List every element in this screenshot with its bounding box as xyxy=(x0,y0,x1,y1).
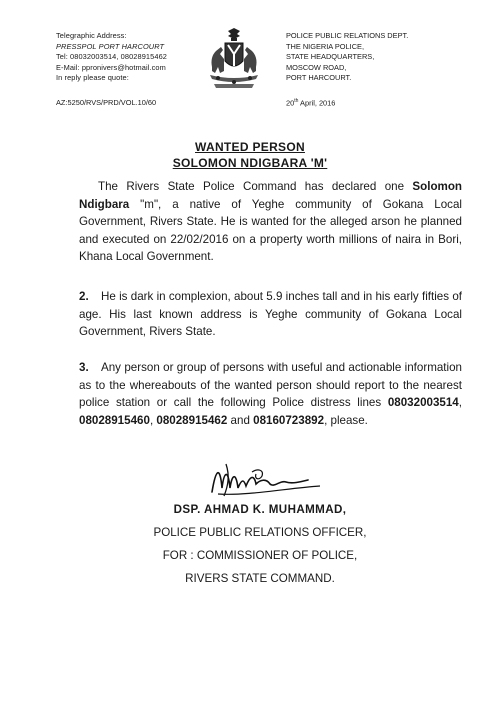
paragraph-1-body: "m", a native of Yeghe community of Gokana Local Government, Rivers State. He is wanted for the alleged arson he planned and executed on 22/02/2016 on a property worth millions of naira in Bori, Khana Local Government. xyxy=(79,197,462,264)
signatory-title: POLICE PUBLIC RELATIONS OFFICER, xyxy=(153,526,367,539)
letter-date xyxy=(286,98,335,107)
phone-number-4: 08160723892 xyxy=(253,413,325,427)
paragraph-3 xyxy=(79,359,462,429)
paragraph-3-number: 3. xyxy=(79,361,89,374)
paragraph-2-number: 2. xyxy=(79,290,89,303)
document-subtitle xyxy=(0,156,500,170)
date-month-year: April, 2016 xyxy=(298,98,336,108)
telegraphic-address: PRESSPOL PORT HARCOURT xyxy=(56,41,165,51)
paragraph-1-name: Solomon Ndigbara xyxy=(79,180,462,211)
date-suffix: th xyxy=(294,98,299,104)
paragraph-3-body: Any person or group of persons with useful and actionable information as to the whereabouts of the wanted person should report to the nearest police station or call the following Police distress lines xyxy=(79,361,462,410)
separator-2: , xyxy=(149,413,157,427)
signature-block xyxy=(130,498,390,590)
header-left xyxy=(56,31,216,84)
city-address: PORT HARCOURT. xyxy=(286,73,352,83)
telephone-numbers: Tel: 08032003514, 08028915462 xyxy=(56,52,167,62)
paragraph-2-body: He is dark in complexion, about 5.9 inches tall and in his early fifties of age. His last known address is Yeghe community of Gokana Local Government, Rivers State. xyxy=(79,290,462,339)
phone-number-1: 08032003514 xyxy=(387,396,459,410)
headquarters-line: STATE HEADQUARTERS, xyxy=(286,52,375,62)
street-address: MOSCOW ROAD, xyxy=(286,62,347,72)
reply-quote-label: In reply please quote: xyxy=(56,73,129,83)
date-day: 20 xyxy=(286,98,295,108)
phone-number-3: 08028915462 xyxy=(156,413,228,427)
conjunction-and: and xyxy=(227,413,254,427)
reference-number: AZ:5250/RVS/PRD/VOL.10/60 xyxy=(56,98,157,107)
phone-number-2: 08028915460 xyxy=(79,413,150,427)
paragraph-1 xyxy=(79,178,462,266)
handwritten-signature xyxy=(208,458,328,502)
organization-name: THE NIGERIA POLICE, xyxy=(286,41,365,51)
paragraph-1-intro: The Rivers State Police Command has declared one xyxy=(98,180,413,193)
document-title: WANTED PERSON xyxy=(195,140,305,154)
wanted-person-name: SOLOMON NDIGBARA 'M' xyxy=(172,156,328,170)
signatory-command: RIVERS STATE COMMAND. xyxy=(185,572,335,585)
telegraphic-address-label: Telegraphic Address: xyxy=(56,31,127,40)
signatory-for: FOR : COMMISSIONER OF POLICE, xyxy=(162,549,358,562)
header-right xyxy=(286,31,436,84)
signatory-name: DSP. AHMAD K. MUHAMMAD, xyxy=(173,503,347,516)
nigeria-coat-of-arms-icon xyxy=(204,27,264,89)
paragraph-2 xyxy=(79,288,462,341)
department-name: POLICE PUBLIC RELATIONS DEPT. xyxy=(286,31,409,40)
paragraph-3-end: , please. xyxy=(324,413,368,427)
email-address: E-Mail: ppronivers@hotmail.com xyxy=(56,62,166,72)
separator-1: , xyxy=(458,396,462,410)
